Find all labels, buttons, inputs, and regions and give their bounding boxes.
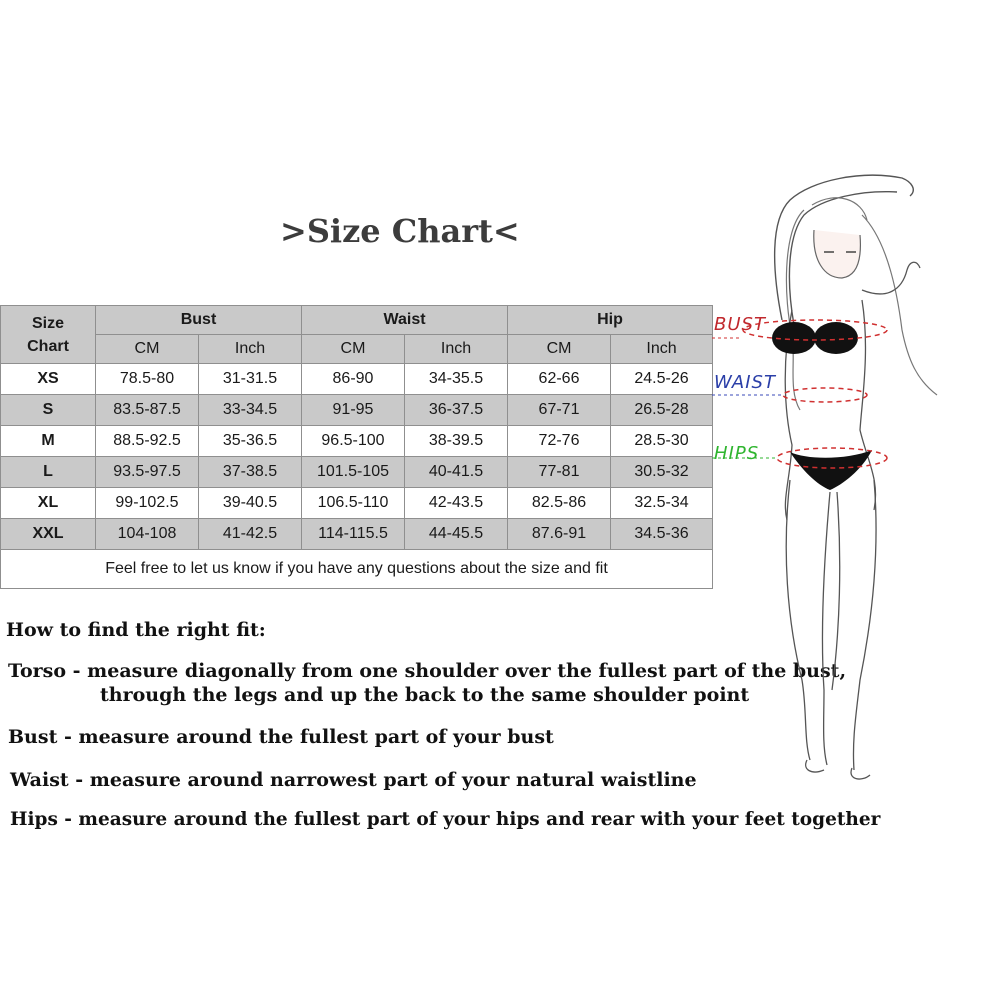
waist-label: WAIST — [714, 372, 776, 393]
measurement-cell: 106.5-110 — [302, 488, 405, 519]
group-header-waist: Waist — [302, 306, 508, 335]
unit-header: CM — [508, 335, 611, 364]
body-measurement-illustration — [712, 160, 1000, 810]
measurement-cell: 37-38.5 — [199, 457, 302, 488]
size-cell: XXL — [1, 519, 96, 550]
measurement-cell: 82.5-86 — [508, 488, 611, 519]
measurement-cell: 34-35.5 — [405, 364, 508, 395]
bust-label: BUST — [714, 314, 766, 335]
table-row — [1, 457, 713, 488]
measurement-cell: 40-41.5 — [405, 457, 508, 488]
size-cell: M — [1, 426, 96, 457]
size-cell: XS — [1, 364, 96, 395]
measurement-cell: 91-95 — [302, 395, 405, 426]
page-title: >Size Chart< — [280, 212, 520, 250]
torso-instruction-line2: through the legs and up the back to the same shoulder point — [100, 684, 750, 706]
unit-header: Inch — [405, 335, 508, 364]
size-cell: L — [1, 457, 96, 488]
measurement-cell: 99-102.5 — [96, 488, 199, 519]
measurement-cell: 38-39.5 — [405, 426, 508, 457]
measurement-cell: 28.5-30 — [611, 426, 713, 457]
measurement-cell: 104-108 — [96, 519, 199, 550]
measurement-cell: 35-36.5 — [199, 426, 302, 457]
measurement-cell: 101.5-105 — [302, 457, 405, 488]
measurement-cell: 24.5-26 — [611, 364, 713, 395]
bust-instruction: Bust - measure around the fullest part of your bust — [8, 726, 554, 748]
measurement-cell: 72-76 — [508, 426, 611, 457]
measurement-cell: 41-42.5 — [199, 519, 302, 550]
measurement-cell: 36-37.5 — [405, 395, 508, 426]
measurement-cell: 83.5-87.5 — [96, 395, 199, 426]
measurement-cell: 42-43.5 — [405, 488, 508, 519]
size-header-line1: Size — [31, 314, 64, 332]
size-header-line2: Chart — [27, 337, 69, 355]
howto-heading: How to find the right fit: — [6, 619, 266, 641]
measurement-cell: 34.5-36 — [611, 519, 713, 550]
measurement-cell: 96.5-100 — [302, 426, 405, 457]
measurement-cell: 86-90 — [302, 364, 405, 395]
table-row — [1, 364, 713, 395]
size-cell: S — [1, 395, 96, 426]
size-chart-table — [0, 305, 713, 589]
waist-instruction: Waist - measure around narrowest part of your natural waistline — [10, 769, 697, 791]
measurement-cell: 26.5-28 — [611, 395, 713, 426]
group-header-bust: Bust — [96, 306, 302, 335]
measurement-cell: 62-66 — [508, 364, 611, 395]
unit-header: Inch — [199, 335, 302, 364]
measurement-cell: 114-115.5 — [302, 519, 405, 550]
measurement-cell: 39-40.5 — [199, 488, 302, 519]
measurement-cell: 93.5-97.5 — [96, 457, 199, 488]
table-row — [1, 519, 713, 550]
table-row — [1, 395, 713, 426]
table-row — [1, 426, 713, 457]
torso-instruction-line1: Torso - measure diagonally from one shoulder over the fullest part of the bust, — [8, 660, 847, 682]
measurement-cell: 77-81 — [508, 457, 611, 488]
measurement-cell: 32.5-34 — [611, 488, 713, 519]
measurement-cell: 33-34.5 — [199, 395, 302, 426]
measurement-cell: 67-71 — [508, 395, 611, 426]
unit-header: CM — [302, 335, 405, 364]
table-footer-note: Feel free to let us know if you have any questions about the size and fit — [1, 550, 713, 589]
table-row — [1, 488, 713, 519]
group-header-hip: Hip — [508, 306, 713, 335]
measurement-cell: 87.6-91 — [508, 519, 611, 550]
unit-header: CM — [96, 335, 199, 364]
unit-header: Inch — [611, 335, 713, 364]
measurement-cell: 44-45.5 — [405, 519, 508, 550]
measurement-cell: 30.5-32 — [611, 457, 713, 488]
measurement-cell: 78.5-80 — [96, 364, 199, 395]
size-header — [1, 306, 96, 364]
hips-instruction: Hips - measure around the fullest part of your hips and rear with your feet together — [10, 809, 881, 830]
hips-label: HIPS — [714, 443, 760, 464]
size-cell: XL — [1, 488, 96, 519]
measurement-cell: 88.5-92.5 — [96, 426, 199, 457]
measurement-cell: 31-31.5 — [199, 364, 302, 395]
figure-drawing — [712, 160, 1000, 810]
